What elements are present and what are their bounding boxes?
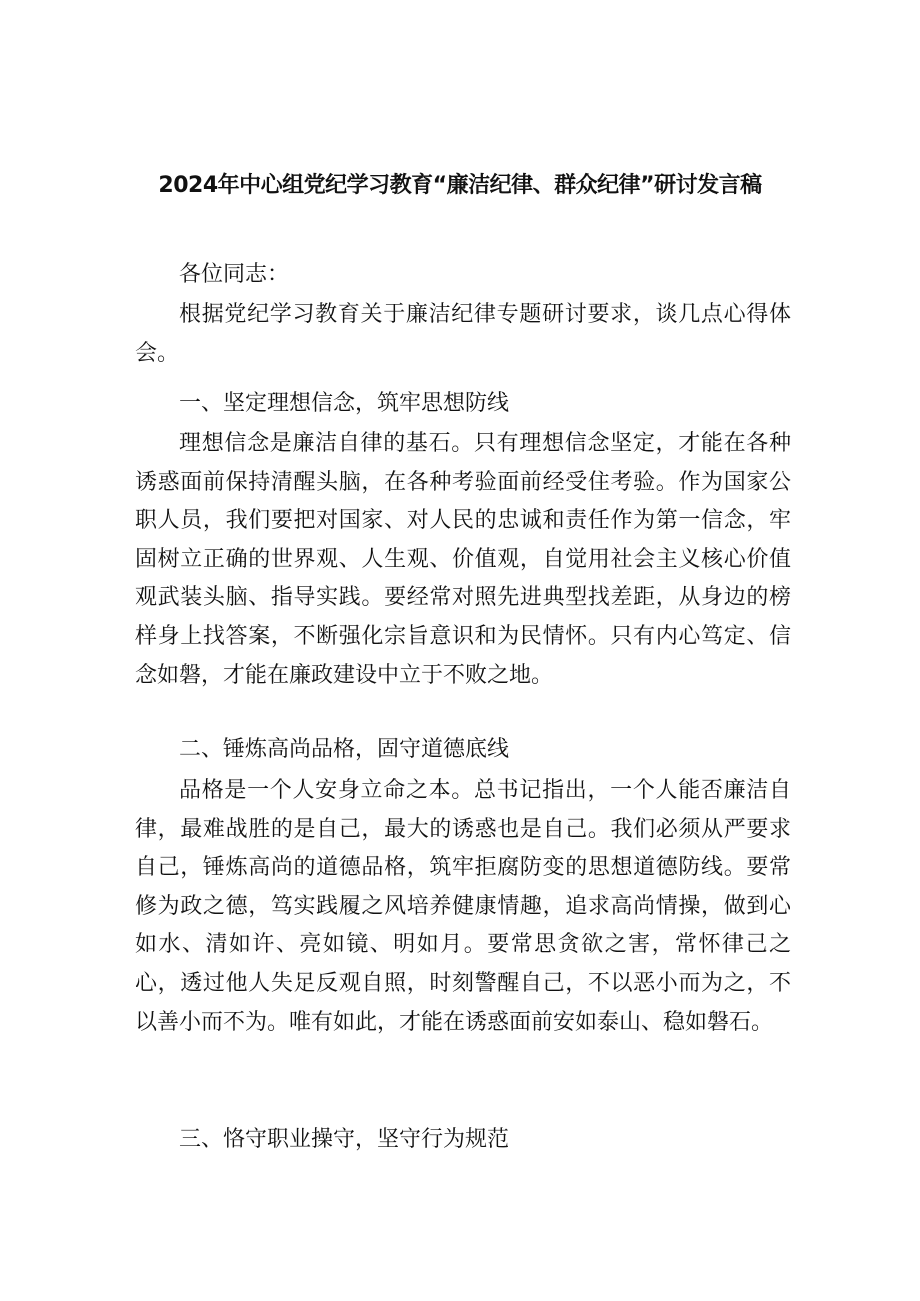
section-1-paragraph: 理想信念是廉洁自律的基石。只有理想信念坚定，才能在各种诱惑面前保持清醒头脑，在各种考验面前经受住考验。作为国家公职人员，我们要把对国家、对人民的忠诚和责任作为第一信念，牢固树立正确的世界观、人生观、价值观，自觉用社会主义核心价值观武装头脑、指导实践。要经常对照先进典型找差距，从身边的榜样身上找答案，不断强化宗旨意识和为民情怀。只有内心笃定、信念如磐，才能在廉政建设中立于不败之地。 (135, 431, 791, 688)
document-title: 2024年中心组党纪学习教育“廉洁纪律、群众纪律”研讨发言稿 (158, 173, 762, 198)
section-2-heading: 二、锤炼高尚品格，固守道德底线 (179, 737, 510, 762)
salutation: 各位同志： (179, 262, 290, 287)
section-3-heading: 三、恪守职业操守，坚守行为规范 (179, 1127, 510, 1152)
intro-paragraph: 根据党纪学习教育关于廉洁纪律专题研讨要求，谈几点心得体会。 (135, 302, 791, 366)
section-2-paragraph: 品格是一个人安身立命之本。总书记指出，一个人能否廉洁自律，最难战胜的是自己，最大的诱惑也是自己。我们必须从严要求自己，锤炼高尚的道德品格，筑牢拒腐防变的思想道德防线。要常修为政之德，笃实践履之风培养健康情趣，追求高尚情操，做到心如水、清如许、亮如镜、明如月。要常思贪欲之害，常怀律己之心，透过他人失足反观自照，时刻警醒自己，不以恶小而为之，不以善小而不为。唯有如此，才能在诱惑面前安如泰山、稳如磐石。 (135, 778, 791, 1035)
section-1-heading: 一、坚定理想信念，筑牢思想防线 (179, 391, 510, 416)
